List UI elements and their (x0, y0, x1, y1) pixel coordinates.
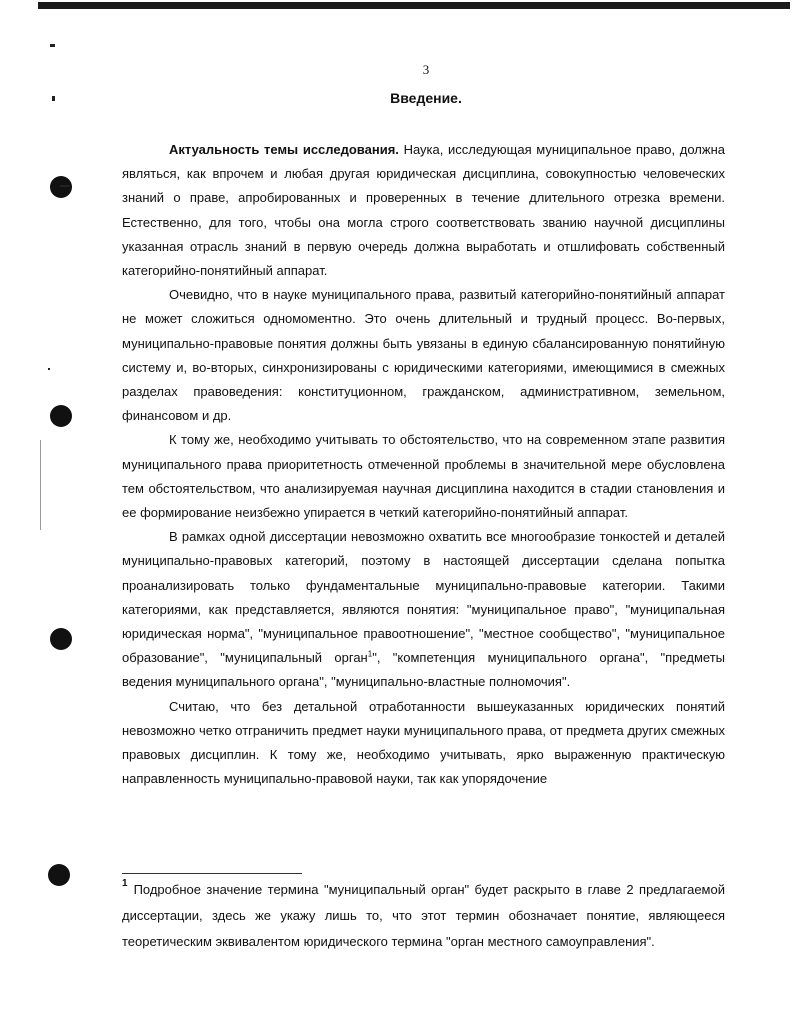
page-number: 3 (422, 62, 430, 77)
paragraph: Очевидно, что в науке муниципального права, развитый категорийно-понятийный аппарат не может сложиться одномоментно. Это очень длительный и трудный процесс. Во-первых, муниципально-правовые понятия должны быть увязаны в единую сбалансированную понятийную систему и, во-вторых, синхронизированы с юридическими категориями, имеющимися в смежных разделах правоведения: конституционном, гражданском, административном, земельном, финансовом и др. (122, 287, 725, 424)
paragraph-text: В рамках одной диссертации невозможно охватить все многообразие тонкостей и деталей муниципально-правовых категорий, поэтому в настоящей диссертации сделана попытка проанализировать только фундаментальные муниципально-правовые категории. Такими категориями, как представляется, являются понятия: "муниципальное право", "муниципальная юридическая норма", "муниципальное правоотношение", "местное сообщество", "муниципальное образование", "муниципальный орган (122, 529, 725, 666)
paragraph-text: Наука, исследующая муниципальное право, должна являться, как впрочем и любая другая юридическая дисциплина, совокупностью человеческих знаний о праве, апробированных и проверенных в течение длительного отрезка времени. Естественно, для того, чтобы она могла строго соответствовать званию научной дисциплины указанная отрасль знаний в первую очередь должна выработать и отшлифовать собственный категорийно-понятийный аппарат. (122, 142, 725, 279)
paragraph: Считаю, что без детальной отработанности вышеуказанных юридических понятий невозможно четко отграничить предмет науки муниципального права, от предмета других смежных правовых дисциплин. К тому же, необходимо учитывать, ярко выраженную практическую направленность муниципально-правовой науки, так как упорядочение (122, 698, 725, 787)
relevance-heading: Актуальность темы исследования. (169, 142, 399, 157)
paragraph-relevance (122, 138, 725, 283)
scan-speck (40, 440, 41, 530)
paragraph: К тому же, необходимо учитывать то обстоятельство, что на современном этапе развития муниципального права приоритетность отмеченной проблемы в значительной мере обусловлена тем обстоятельством, что анализируемая научная дисциплина находится в стадии становления и ее формирование неизбежно упирается в четкий категорийно-понятийный аппарат. (122, 432, 725, 521)
scan-speck (50, 44, 55, 47)
footnote (122, 877, 725, 955)
scan-speck (48, 368, 50, 370)
binder-hole-4 (48, 864, 70, 886)
binder-hole-3 (50, 628, 72, 650)
footnote-reference[interactable]: 1 (367, 649, 373, 659)
scan-speck (60, 185, 70, 187)
page-title: Введение. (390, 90, 462, 106)
binder-hole-1 (50, 176, 72, 198)
scan-top-edge (38, 2, 790, 9)
paragraph (122, 525, 725, 694)
footnote-marker: 1 (122, 878, 128, 889)
paragraph-text: ", "компетенция муниципального органа", "предметы ведения муниципального органа", "муниципально-властные полномочия". (122, 650, 726, 690)
body-text (122, 138, 725, 791)
binder-hole-2 (50, 405, 72, 427)
footnote-text: Подробное значение термина "муниципальный орган" будет раскрыто в главе 2 предлагаемой диссертации, здесь же укажу лишь то, что этот термин обозначает понятие, являющееся теоретическим эквивалентом юридического термина "орган местного самоуправления". (122, 882, 725, 949)
footnote-separator (122, 873, 302, 874)
